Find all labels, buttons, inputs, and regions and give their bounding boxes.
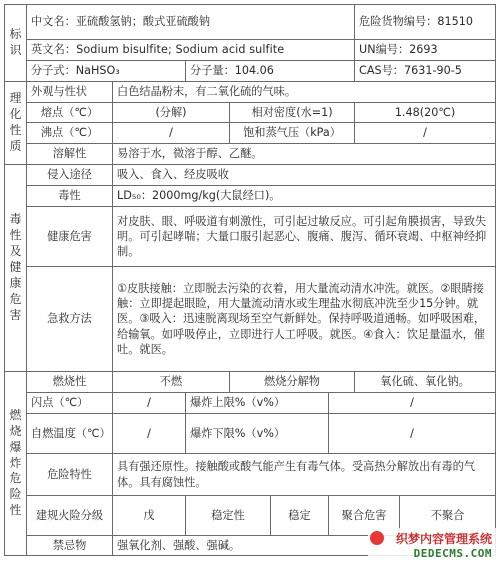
- fire-class-label: 建规火险分级: [27, 496, 113, 536]
- cn-name: 中文名：亚硫酸氢钠；酸式亚硫酸钠: [27, 5, 355, 40]
- hazard-characteristics-value: 具有强还原性。接触酸或酸气能产生有毒气体。受高热分解放出有毒的气体。具有腐蚀性。: [113, 454, 496, 496]
- lower-limit-value: /: [329, 414, 496, 454]
- molecular-weight: 分子量：104.06: [186, 61, 355, 82]
- route-label: 侵入途径: [27, 165, 113, 186]
- autoignition-value: /: [113, 414, 186, 454]
- watermark: [368, 528, 496, 564]
- health-hazard-value: 对皮肤、眼、呼吸道有刺激性，可引起过敏反应。可引起角膜损害，导致失明。可引起哮喘；大量口服引起恶心、腹痛、腹泻、循环衰竭、中枢神经抑制。: [113, 207, 496, 267]
- section-fire: 燃 烧 爆 炸 危 险 性: [5, 372, 27, 556]
- combustion-products-label: 燃烧分解物: [230, 372, 355, 393]
- upper-limit-value: /: [329, 393, 496, 414]
- density-label: 相对密度(水=1): [230, 103, 355, 123]
- toxicity-label: 毒性: [27, 186, 113, 207]
- boiling-point-label: 沸点（℃）: [27, 123, 113, 144]
- hazard-characteristics-label: 危险特性: [27, 454, 113, 496]
- upper-limit-label: 爆炸上限%（v%）: [186, 393, 329, 414]
- flash-point-label: 闪点（℃）: [27, 393, 113, 414]
- watermark-logo-icon: [370, 531, 384, 545]
- route-value: 吸入、食入、经皮吸收: [113, 165, 496, 186]
- hazard-number: 危险货物编号：81510: [355, 5, 496, 40]
- cas-number: CAS号：7631-90-5: [355, 61, 496, 82]
- msds-table: [4, 4, 496, 556]
- section-physchem: 理 化 性 质: [5, 82, 27, 165]
- first-aid-label: 急救方法: [27, 267, 113, 372]
- polymerization-label: 聚合危害: [329, 496, 400, 536]
- density-value: 1.48(20℃): [355, 103, 496, 123]
- watermark-title: 织梦内容管理系统: [395, 532, 492, 546]
- section-toxicity: 毒 性 及 健 康 危 害: [5, 165, 27, 372]
- flammability-value: 不燃: [113, 372, 230, 393]
- incompatible-value: 强氧化剂、强酸、强碱。: [113, 536, 496, 556]
- section-identify: 标 识: [5, 5, 27, 82]
- health-hazard-label: 健康危害: [27, 207, 113, 267]
- vapor-pressure-value: /: [355, 123, 496, 144]
- appearance-label: 外观与性状: [27, 82, 113, 103]
- autoignition-label: 自燃温度（℃）: [27, 414, 113, 454]
- solubility-value: 易溶于水，微溶于醇、乙醚。: [113, 144, 496, 165]
- vapor-pressure-label: 饱和蒸气压（kPa）: [230, 123, 355, 144]
- flammability-label: 燃烧性: [27, 372, 113, 393]
- polymerization-value: 不聚合: [400, 496, 496, 536]
- appearance-value: 白色结晶粉末，有二氧化硫的气味。: [113, 82, 496, 103]
- combustion-products-value: 氧化硫、氧化钠。: [355, 372, 496, 393]
- incompatible-label: 禁忌物: [27, 536, 113, 556]
- melting-point-value: (分解): [113, 103, 230, 123]
- formula: 分子式：NaHSO₃: [27, 61, 186, 82]
- toxicity-value: LD₅₀：2000mg/kg(大鼠经口)。: [113, 186, 496, 207]
- flash-point-value: /: [113, 393, 186, 414]
- melting-point-label: 熔点（℃）: [27, 103, 113, 123]
- fire-class-value: 戊: [113, 496, 186, 536]
- en-name: 英文名：Sodium bisulfite; Sodium acid sulfite: [27, 40, 355, 61]
- lower-limit-label: 爆炸下限%（v%）: [186, 414, 329, 454]
- un-number: UN编号：2693: [355, 40, 496, 61]
- watermark-url: DEDECMS.COM: [413, 547, 492, 560]
- first-aid-value: ①皮肤接触：立即脱去污染的衣着，用大量流动清水冲洗。就医。②眼睛接触：立即提起眼睑，用大量流动清水或生理盐水彻底冲洗至少15分钟。就医。③吸入：迅速脱离现场至空气新鲜处。保持呼吸道通畅。如呼吸困难，给输氧。如呼吸停止，立即进行人工呼吸。就医。④食入：饮足量温水，催吐。就医。: [113, 267, 496, 372]
- stability-value: 稳定: [271, 496, 329, 536]
- boiling-point-value: /: [113, 123, 230, 144]
- solubility-label: 溶解性: [27, 144, 113, 165]
- stability-label: 稳定性: [186, 496, 271, 536]
